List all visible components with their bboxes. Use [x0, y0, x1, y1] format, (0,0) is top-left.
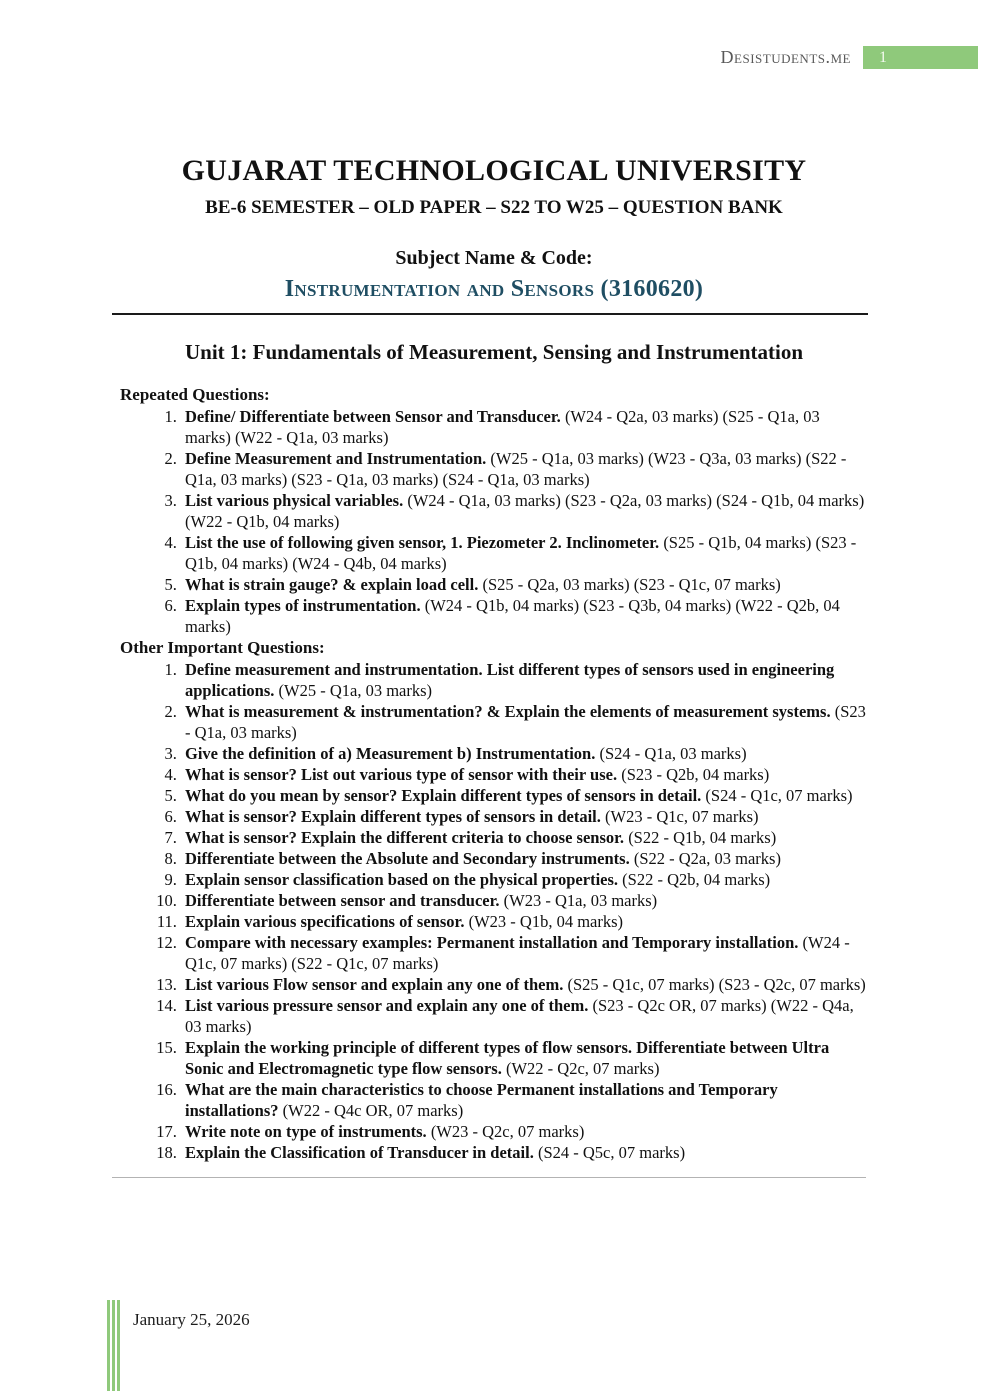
subject-label: Subject Name & Code:: [395, 247, 593, 269]
section-label-other: Other Important Questions:: [120, 638, 325, 657]
question-item: [181, 806, 868, 827]
question-item: [181, 869, 868, 890]
question-text: List various physical variables.: [185, 491, 404, 510]
title-block: [120, 152, 868, 304]
question-item: [181, 932, 868, 974]
question-item: [181, 1037, 868, 1079]
other-questions-list: [120, 659, 868, 1163]
question-text: What do you mean by sensor? Explain different types of sensors in detail.: [185, 786, 702, 805]
question-item: [181, 743, 868, 764]
question-marks: (W24 - Q1b, 04 marks) (S23 - Q3b, 04 marks) (W22 - Q2b, 04 marks): [185, 596, 840, 636]
question-marks: (S24 - Q1a, 03 marks): [599, 744, 747, 763]
question-item: [181, 974, 868, 995]
question-text: Explain various specifications of sensor.: [185, 912, 465, 931]
question-text: List various Flow sensor and explain any one of them.: [185, 975, 564, 994]
question-text: What is sensor? Explain the different criteria to choose sensor.: [185, 828, 625, 847]
question-item: [181, 448, 868, 490]
question-marks: (S23 - Q2c OR, 07 marks) (W22 - Q4a, 03 marks): [185, 996, 854, 1036]
header-divider: [112, 313, 868, 315]
question-marks: (S23 - Q2b, 04 marks): [621, 765, 770, 784]
question-text: What is sensor? Explain different types of sensors in detail.: [185, 807, 601, 826]
question-marks: (W23 - Q1b, 04 marks): [468, 912, 624, 931]
question-item: [181, 848, 868, 869]
question-marks: (W22 - Q2c, 07 marks): [505, 1059, 660, 1078]
question-text: Give the definition of a) Measurement b) Instrumentation.: [185, 744, 596, 763]
question-text: List various pressure sensor and explain any one of them.: [185, 996, 589, 1015]
question-item: [181, 532, 868, 574]
question-marks: (W23 - Q1a, 03 marks): [503, 891, 658, 910]
question-item: [181, 490, 868, 532]
section-label-repeated: Repeated Questions:: [120, 385, 270, 404]
question-marks: (W22 - Q4c OR, 07 marks): [282, 1101, 464, 1120]
question-text: Differentiate between sensor and transducer.: [185, 891, 500, 910]
question-item: [181, 1142, 868, 1163]
question-item: [181, 574, 868, 595]
question-item: [181, 911, 868, 932]
question-text: Explain sensor classification based on the physical properties.: [185, 870, 619, 889]
question-marks: (S22 - Q2b, 04 marks): [622, 870, 771, 889]
footer-accent-stripes: [107, 1300, 120, 1391]
question-item: [181, 827, 868, 848]
question-marks: (W23 - Q1c, 07 marks): [605, 807, 759, 826]
question-text: Define measurement and instrumentation. List different types of sensors used in engineering applications.: [185, 660, 835, 700]
footer-divider: [112, 1177, 866, 1178]
question-text: Define/ Differentiate between Sensor and Transducer.: [185, 407, 561, 426]
question-item: [181, 890, 868, 911]
question-item: [181, 1079, 868, 1121]
question-text: Explain types of instrumentation.: [185, 596, 421, 615]
question-item: [181, 406, 868, 448]
question-text: What is sensor? List out various type of sensor with their use.: [185, 765, 618, 784]
question-marks: (W25 - Q1a, 03 marks) (W23 - Q3a, 03 marks) (S22 - Q1a, 03 marks) (S23 - Q1a, 03 marks) (S24 - Q1a, 03 marks): [185, 449, 847, 489]
question-marks: (S24 - Q1c, 07 marks): [705, 786, 853, 805]
question-item: [181, 701, 868, 743]
question-marks: (S25 - Q1b, 04 marks) (S23 - Q1b, 04 marks) (W24 - Q4b, 04 marks): [185, 533, 857, 573]
question-marks: (S23 - Q1a, 03 marks): [185, 702, 866, 742]
question-marks: (W24 - Q1a, 03 marks) (S23 - Q2a, 03 marks) (S24 - Q1b, 04 marks) (W22 - Q1b, 04 marks): [185, 491, 865, 531]
question-marks: (S22 - Q1b, 04 marks): [628, 828, 777, 847]
question-marks: (W23 - Q2c, 07 marks): [430, 1122, 585, 1141]
question-text: Differentiate between the Absolute and Secondary instruments.: [185, 849, 630, 868]
question-text: Explain the working principle of different types of flow sensors. Differentiate between Ultra Sonic and Electromagnetic type flow sensors.: [185, 1038, 830, 1078]
question-text: Write note on type of instruments.: [185, 1122, 427, 1141]
question-item: [181, 785, 868, 806]
footer-date: January 25, 2026: [133, 1310, 250, 1329]
repeated-questions-list: [120, 406, 868, 637]
question-marks: (S24 - Q5c, 07 marks): [537, 1143, 686, 1162]
question-item: [181, 995, 868, 1037]
question-item: [181, 595, 868, 637]
question-text: Define Measurement and Instrumentation.: [185, 449, 487, 468]
question-marks: (S22 - Q2a, 03 marks): [633, 849, 781, 868]
site-name: Desistudents.me: [720, 47, 851, 67]
question-text: What is strain gauge? & explain load cell.: [185, 575, 479, 594]
document-content: [120, 0, 868, 1178]
question-text: List the use of following given sensor, 1. Piezometer 2. Inclinometer.: [185, 533, 660, 552]
university-title: GUJARAT TECHNOLOGICAL UNIVERSITY: [181, 154, 807, 187]
question-text: What are the main characteristics to choose Permanent installations and Temporary installations?: [185, 1080, 778, 1120]
paper-banner: BE-6 SEMESTER – OLD PAPER – S22 TO W25 – QUESTION BANK: [205, 197, 783, 218]
question-marks: (S25 - Q2a, 03 marks) (S23 - Q1c, 07 marks): [482, 575, 781, 594]
question-text: Compare with necessary examples: Permanent installation and Temporary installation.: [185, 933, 799, 952]
question-marks: (W25 - Q1a, 03 marks): [278, 681, 433, 700]
page-number-badge: 1: [863, 46, 978, 69]
subject-name: Instrumentation and Sensors (3160620): [284, 276, 704, 302]
question-item: [181, 659, 868, 701]
unit-title: Unit 1: Fundamentals of Measurement, Sensing and Instrumentation: [185, 340, 803, 364]
question-item: [181, 764, 868, 785]
question-marks: (S25 - Q1c, 07 marks) (S23 - Q2c, 07 marks): [567, 975, 866, 994]
question-text: What is measurement & instrumentation? & Explain the elements of measurement systems.: [185, 702, 831, 721]
question-marks: (W24 - Q2a, 03 marks) (S25 - Q1a, 03 marks) (W22 - Q1a, 03 marks): [185, 407, 820, 447]
question-text: Explain the Classification of Transducer in detail.: [185, 1143, 534, 1162]
question-marks: (W24 - Q1c, 07 marks) (S22 - Q1c, 07 marks): [185, 933, 850, 973]
question-item: [181, 1121, 868, 1142]
